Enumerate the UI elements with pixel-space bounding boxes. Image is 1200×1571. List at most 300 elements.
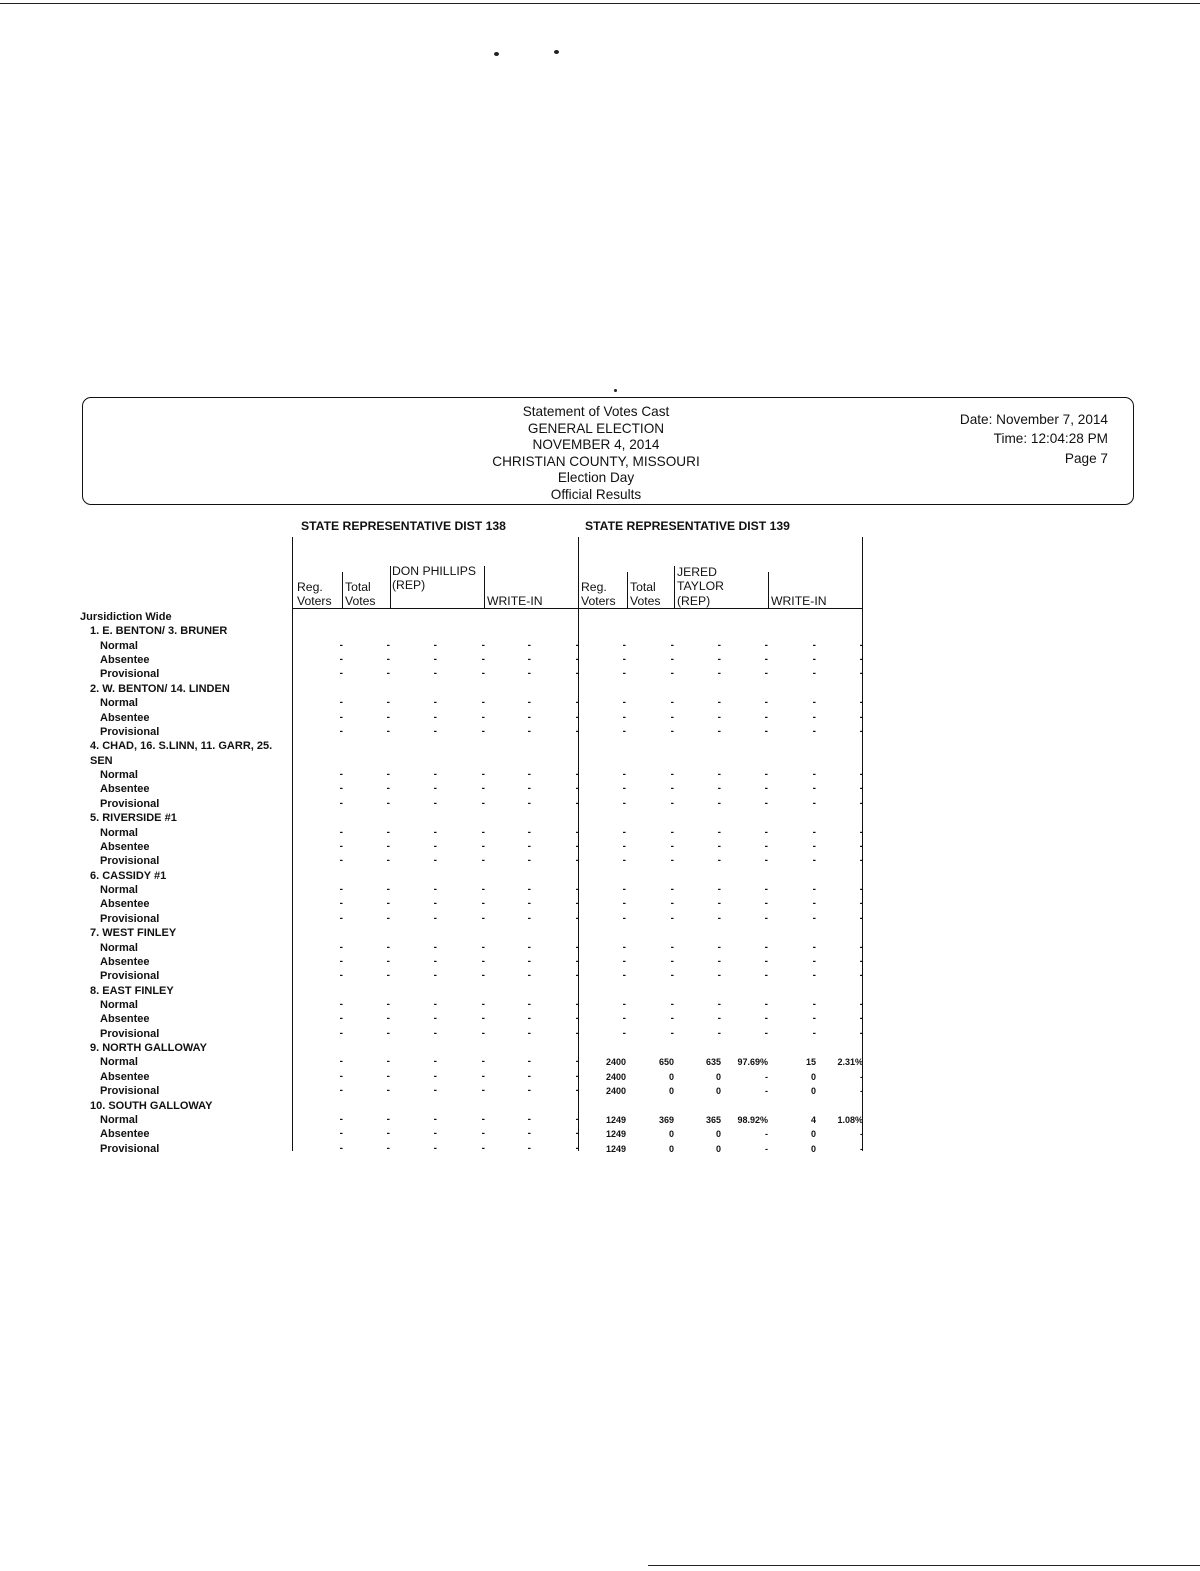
cell-dist-138: - <box>433 970 437 982</box>
cell-dist-138: - <box>339 970 343 982</box>
cell-dist-138: - <box>527 912 531 924</box>
cell-dist-138: - <box>386 797 390 809</box>
cell-dist-139: 650 <box>658 1057 674 1068</box>
cell-dist-139: - <box>859 1013 863 1025</box>
cell-dist-138: - <box>527 855 531 867</box>
cell-dist-139: - <box>717 1013 721 1025</box>
cell-dist-138: - <box>575 955 579 967</box>
cell-dist-138: - <box>481 941 485 953</box>
cell-dist-139: 15 <box>805 1057 816 1068</box>
cell-dist-139: - <box>670 998 674 1010</box>
cell-dist-139: 0 <box>715 1129 721 1140</box>
cell-dist-139: - <box>622 855 626 867</box>
cell-dist-138: - <box>481 783 485 795</box>
cell-dist-139: - <box>764 941 768 953</box>
cell-dist-138: - <box>433 1128 437 1140</box>
cell-dist-139: - <box>670 769 674 781</box>
cell-dist-139: 2400 <box>605 1057 626 1068</box>
cell-dist-138: - <box>339 941 343 953</box>
cell-dist-139: - <box>670 898 674 910</box>
cell-dist-138: - <box>433 668 437 680</box>
cell-dist-139: - <box>622 711 626 723</box>
cell-dist-139: - <box>622 970 626 982</box>
cell-dist-138: - <box>575 855 579 867</box>
cell-dist-138: - <box>339 783 343 795</box>
cell-dist-139: - <box>859 855 863 867</box>
cell-dist-138: - <box>575 783 579 795</box>
cell-dist-139: - <box>812 797 816 809</box>
contest-title-dist-138: STATE REPRESENTATIVE DIST 138 <box>301 519 506 533</box>
cell-dist-138: - <box>386 1056 390 1068</box>
cell-dist-139: - <box>764 1027 768 1039</box>
cell-dist-139: - <box>622 797 626 809</box>
row-label-vote-type: Absentee <box>100 1070 150 1083</box>
cell-dist-138: - <box>386 1128 390 1140</box>
cell-dist-138: - <box>433 884 437 896</box>
cell-dist-139: - <box>717 998 721 1010</box>
cell-dist-138: - <box>527 898 531 910</box>
cell-dist-139: - <box>859 955 863 967</box>
cell-dist-138: - <box>433 840 437 852</box>
col-reg-voters-138: Reg. Voters <box>297 580 332 609</box>
cell-dist-139: - <box>764 783 768 795</box>
row-label-vote-type: Absentee <box>100 783 150 796</box>
cell-dist-138: - <box>386 998 390 1010</box>
cell-dist-138: - <box>481 711 485 723</box>
cell-dist-138: - <box>481 826 485 838</box>
cell-dist-139: - <box>765 1129 768 1140</box>
cell-dist-139: - <box>859 941 863 953</box>
cell-dist-138: - <box>575 1056 579 1068</box>
cell-dist-138: - <box>386 1070 390 1082</box>
cell-dist-139: - <box>812 898 816 910</box>
cell-dist-139: - <box>765 1071 768 1082</box>
row-label-precinct: 10. SOUTH GALLOWAY <box>90 1099 213 1112</box>
cell-dist-139: - <box>622 840 626 852</box>
election-name: GENERAL ELECTION <box>527 420 665 436</box>
cell-dist-139: - <box>622 639 626 651</box>
cell-dist-138: - <box>386 855 390 867</box>
cell-dist-139: - <box>717 654 721 666</box>
cell-dist-139: 97.69% <box>737 1057 768 1068</box>
cell-dist-138: - <box>527 1070 531 1082</box>
cell-dist-139: - <box>764 769 768 781</box>
row-label-precinct: 4. CHAD, 16. S.LINN, 11. GARR, 25. <box>90 740 273 753</box>
row-label-precinct: 6. CASSIDY #1 <box>90 869 167 882</box>
cell-dist-138: - <box>481 1085 485 1097</box>
cell-dist-139: - <box>764 697 768 709</box>
cell-dist-138: - <box>433 955 437 967</box>
cell-dist-139: - <box>764 998 768 1010</box>
cell-dist-139: - <box>860 1071 863 1082</box>
cell-dist-139: - <box>670 725 674 737</box>
col-tick <box>627 572 628 608</box>
cell-dist-139: - <box>812 970 816 982</box>
cell-dist-138: - <box>481 955 485 967</box>
cell-dist-139: - <box>812 639 816 651</box>
cell-dist-139: - <box>717 955 721 967</box>
cell-dist-138: - <box>433 1013 437 1025</box>
cell-dist-139: - <box>717 797 721 809</box>
cell-dist-138: - <box>386 697 390 709</box>
cell-dist-138: - <box>575 654 579 666</box>
cell-dist-139: - <box>764 955 768 967</box>
cell-dist-138: - <box>481 654 485 666</box>
cell-dist-139: - <box>717 898 721 910</box>
row-label-precinct: 1. E. BENTON/ 3. BRUNER <box>90 625 228 638</box>
cell-dist-139: 0 <box>810 1143 816 1154</box>
cell-dist-139: - <box>764 898 768 910</box>
cell-dist-138: - <box>433 1027 437 1039</box>
cell-dist-138: - <box>575 769 579 781</box>
cell-dist-138: - <box>527 783 531 795</box>
cell-dist-139: - <box>670 797 674 809</box>
cell-dist-139: - <box>717 912 721 924</box>
col-writein-139: WRITE-IN <box>771 594 827 608</box>
cell-dist-139: - <box>860 1086 863 1097</box>
cell-dist-138: - <box>481 998 485 1010</box>
cell-dist-138: - <box>433 1056 437 1068</box>
cell-dist-138: - <box>481 668 485 680</box>
cell-dist-139: - <box>670 826 674 838</box>
cell-dist-138: - <box>527 1013 531 1025</box>
cell-dist-139: - <box>670 840 674 852</box>
cell-dist-139: 369 <box>658 1114 674 1125</box>
cell-dist-139: 2400 <box>605 1086 626 1097</box>
cell-dist-139: - <box>859 797 863 809</box>
cell-dist-138: - <box>433 697 437 709</box>
cell-dist-138: - <box>481 840 485 852</box>
cell-dist-138: - <box>339 1056 343 1068</box>
cell-dist-139: - <box>670 639 674 651</box>
cell-dist-138: - <box>386 898 390 910</box>
cell-dist-139: - <box>764 855 768 867</box>
cell-dist-138: - <box>339 855 343 867</box>
cell-dist-138: - <box>386 769 390 781</box>
row-label-precinct: 2. W. BENTON/ 14. LINDEN <box>90 682 230 695</box>
cell-dist-139: - <box>812 826 816 838</box>
col-total-votes-138: Total Votes <box>345 580 376 609</box>
cell-dist-138: - <box>386 639 390 651</box>
report-title: Statement of Votes Cast <box>522 404 670 419</box>
row-label-vote-type: Provisional <box>100 1027 160 1040</box>
cell-dist-139: - <box>670 668 674 680</box>
cell-dist-138: - <box>527 1027 531 1039</box>
cell-dist-139: 2400 <box>605 1071 626 1082</box>
cell-dist-139: - <box>812 654 816 666</box>
row-label-vote-type: Provisional <box>100 970 160 983</box>
cell-dist-139: - <box>812 840 816 852</box>
cell-dist-138: - <box>481 639 485 651</box>
cell-dist-138: - <box>481 912 485 924</box>
row-label-precinct: SEN <box>90 754 113 767</box>
cell-dist-139: - <box>859 1027 863 1039</box>
cell-dist-138: - <box>527 725 531 737</box>
cell-dist-138: - <box>481 1142 485 1154</box>
cell-dist-138: - <box>339 769 343 781</box>
row-label-precinct: 7. WEST FINLEY <box>90 927 177 940</box>
col-candidate-jered-taylor: JERED TAYLOR (REP) <box>677 565 724 608</box>
cell-dist-139: - <box>717 884 721 896</box>
cell-dist-139: - <box>622 884 626 896</box>
cell-dist-138: - <box>575 840 579 852</box>
cell-dist-138: - <box>527 1085 531 1097</box>
cell-dist-138: - <box>339 1113 343 1125</box>
cell-dist-139: - <box>670 1027 674 1039</box>
cell-dist-139: - <box>670 697 674 709</box>
cell-dist-138: - <box>527 955 531 967</box>
cell-dist-138: - <box>527 668 531 680</box>
cell-dist-139: - <box>859 912 863 924</box>
cell-dist-138: - <box>527 1142 531 1154</box>
cell-dist-138: - <box>433 725 437 737</box>
report-time: Time: 12:04:28 PM <box>993 431 1108 447</box>
cell-dist-138: - <box>575 668 579 680</box>
cell-dist-138: - <box>433 855 437 867</box>
row-label-vote-type: Normal <box>100 1056 138 1069</box>
cell-dist-139: - <box>717 941 721 953</box>
cell-dist-139: - <box>622 955 626 967</box>
cell-dist-138: - <box>481 1070 485 1082</box>
row-label-vote-type: Normal <box>100 769 138 782</box>
cell-dist-139: - <box>859 697 863 709</box>
cell-dist-139: - <box>812 783 816 795</box>
election-date: NOVEMBER 4, 2014 <box>532 437 660 453</box>
cell-dist-138: - <box>339 826 343 838</box>
cell-dist-139: - <box>622 654 626 666</box>
cell-dist-138: - <box>527 711 531 723</box>
cell-dist-139: - <box>717 668 721 680</box>
cell-dist-138: - <box>527 884 531 896</box>
cell-dist-138: - <box>481 1027 485 1039</box>
cell-dist-138: - <box>386 711 390 723</box>
scan-speck <box>494 52 499 56</box>
cell-dist-139: - <box>622 1027 626 1039</box>
row-label-jurisdiction: Jursidiction Wide <box>80 611 172 623</box>
cell-dist-139: 1249 <box>605 1143 626 1154</box>
row-label-vote-type: Normal <box>100 884 138 897</box>
cell-dist-139: - <box>812 884 816 896</box>
cell-dist-139: - <box>764 654 768 666</box>
row-label-vote-type: Provisional <box>100 668 160 681</box>
cell-dist-139: - <box>764 725 768 737</box>
cell-dist-138: - <box>527 1128 531 1140</box>
cell-dist-139: - <box>622 668 626 680</box>
cell-dist-138: - <box>575 797 579 809</box>
cell-dist-139: - <box>765 1086 768 1097</box>
cell-dist-138: - <box>575 941 579 953</box>
cell-dist-138: - <box>339 1128 343 1140</box>
cell-dist-138: - <box>386 970 390 982</box>
cell-dist-138: - <box>339 797 343 809</box>
cell-dist-138: - <box>433 711 437 723</box>
cell-dist-139: - <box>622 941 626 953</box>
cell-dist-139: 365 <box>705 1114 721 1125</box>
cell-dist-139: - <box>859 769 863 781</box>
col-writein-138: WRITE-IN <box>487 594 543 608</box>
cell-dist-139: - <box>717 711 721 723</box>
cell-dist-138: - <box>433 769 437 781</box>
cell-dist-139: - <box>812 725 816 737</box>
cell-dist-139: 0 <box>810 1129 816 1140</box>
cell-dist-139: 4 <box>810 1114 816 1125</box>
cell-dist-138: - <box>527 970 531 982</box>
cell-dist-138: - <box>481 1056 485 1068</box>
cell-dist-139: - <box>670 855 674 867</box>
cell-dist-139: - <box>764 912 768 924</box>
row-label-vote-type: Provisional <box>100 1142 160 1155</box>
cell-dist-138: - <box>386 912 390 924</box>
cell-dist-138: - <box>527 639 531 651</box>
scan-top-border <box>0 3 1200 4</box>
cell-dist-138: - <box>481 1128 485 1140</box>
cell-dist-139: - <box>764 884 768 896</box>
cell-dist-138: - <box>433 783 437 795</box>
cell-dist-139: - <box>859 884 863 896</box>
cell-dist-139: 1.08% <box>837 1114 863 1125</box>
scan-speck <box>554 50 559 54</box>
cell-dist-138: - <box>575 1128 579 1140</box>
result-status: Official Results <box>550 486 642 502</box>
cell-dist-139: - <box>764 711 768 723</box>
row-label-vote-type: Normal <box>100 639 138 652</box>
row-label-precinct: 8. EAST FINLEY <box>90 984 174 997</box>
cell-dist-139: - <box>717 855 721 867</box>
cell-dist-138: - <box>433 998 437 1010</box>
cell-dist-139: - <box>764 797 768 809</box>
cell-dist-139: - <box>764 639 768 651</box>
row-label-vote-type: Normal <box>100 941 138 954</box>
cell-dist-138: - <box>386 1113 390 1125</box>
cell-dist-138: - <box>575 697 579 709</box>
cell-dist-139: - <box>717 769 721 781</box>
cell-dist-139: 0 <box>668 1071 674 1082</box>
cell-dist-139: - <box>812 769 816 781</box>
cell-dist-138: - <box>386 668 390 680</box>
cell-dist-138: - <box>575 1070 579 1082</box>
contest-title-dist-139: STATE REPRESENTATIVE DIST 139 <box>585 519 790 533</box>
cell-dist-139: 0 <box>810 1071 816 1082</box>
row-label-vote-type: Normal <box>100 826 138 839</box>
cell-dist-139: - <box>812 912 816 924</box>
county-name: CHRISTIAN COUNTY, MISSOURI <box>492 453 700 469</box>
cell-dist-139: - <box>670 884 674 896</box>
cell-dist-138: - <box>527 769 531 781</box>
cell-dist-139: - <box>622 898 626 910</box>
cell-dist-139: - <box>764 970 768 982</box>
cell-dist-139: - <box>717 840 721 852</box>
cell-dist-139: - <box>670 783 674 795</box>
cell-dist-139: - <box>622 998 626 1010</box>
cell-dist-138: - <box>339 697 343 709</box>
cell-dist-138: - <box>575 1027 579 1039</box>
cell-dist-138: - <box>339 912 343 924</box>
cell-dist-139: 0 <box>715 1143 721 1154</box>
cell-dist-139: - <box>859 840 863 852</box>
cell-dist-139: 0 <box>668 1143 674 1154</box>
cell-dist-138: - <box>481 797 485 809</box>
cell-dist-138: - <box>481 725 485 737</box>
cell-dist-139: - <box>812 955 816 967</box>
vote-type: Election Day <box>557 470 635 486</box>
cell-dist-138: - <box>339 725 343 737</box>
row-label-vote-type: Absentee <box>100 840 150 853</box>
cell-dist-139: 1249 <box>605 1129 626 1140</box>
cell-dist-139: - <box>670 1013 674 1025</box>
cell-dist-139: - <box>622 725 626 737</box>
page-number: Page 7 <box>1064 450 1108 466</box>
cell-dist-138: - <box>433 1142 437 1154</box>
cell-dist-138: - <box>575 639 579 651</box>
cell-dist-138: - <box>433 1113 437 1125</box>
cell-dist-139: - <box>812 1027 816 1039</box>
cell-dist-138: - <box>339 668 343 680</box>
cell-dist-138: - <box>575 1013 579 1025</box>
row-label-vote-type: Provisional <box>100 725 160 738</box>
row-label-vote-type: Normal <box>100 697 138 710</box>
cell-dist-139: - <box>717 783 721 795</box>
cell-dist-139: - <box>859 998 863 1010</box>
cell-dist-139: - <box>764 668 768 680</box>
cell-dist-138: - <box>527 826 531 838</box>
cell-dist-138: - <box>527 1056 531 1068</box>
cell-dist-138: - <box>386 941 390 953</box>
cell-dist-138: - <box>433 1070 437 1082</box>
cell-dist-138: - <box>527 1113 531 1125</box>
cell-dist-138: - <box>481 697 485 709</box>
row-label-vote-type: Absentee <box>100 898 150 911</box>
row-label-vote-type: Absentee <box>100 654 150 667</box>
cell-dist-138: - <box>433 898 437 910</box>
cell-dist-138: - <box>481 970 485 982</box>
cell-dist-138: - <box>339 654 343 666</box>
col-tick <box>342 572 343 608</box>
cell-dist-138: - <box>339 840 343 852</box>
cell-dist-138: - <box>386 955 390 967</box>
cell-dist-139: - <box>812 1013 816 1025</box>
cell-dist-138: - <box>433 826 437 838</box>
cell-dist-139: - <box>859 970 863 982</box>
cell-dist-139: - <box>859 898 863 910</box>
cell-dist-139: 2.31% <box>837 1057 863 1068</box>
cell-dist-138: - <box>339 1142 343 1154</box>
cell-dist-139: - <box>622 769 626 781</box>
cell-dist-138: - <box>433 797 437 809</box>
cell-dist-139: - <box>717 1027 721 1039</box>
row-label-vote-type: Normal <box>100 1113 138 1126</box>
cell-dist-139: - <box>859 639 863 651</box>
cell-dist-138: - <box>575 725 579 737</box>
row-label-vote-type: Normal <box>100 998 138 1011</box>
cell-dist-138: - <box>575 970 579 982</box>
cell-dist-138: - <box>433 654 437 666</box>
cell-dist-139: - <box>812 697 816 709</box>
cell-dist-139: - <box>670 654 674 666</box>
cell-dist-139: - <box>622 697 626 709</box>
cell-dist-139: - <box>859 668 863 680</box>
row-label-precinct: 5. RIVERSIDE #1 <box>90 812 177 825</box>
cell-dist-139: - <box>859 725 863 737</box>
row-label-vote-type: Absentee <box>100 1013 150 1026</box>
cell-dist-138: - <box>339 884 343 896</box>
cell-dist-139: - <box>717 970 721 982</box>
col-total-votes-139: Total Votes <box>630 580 661 609</box>
cell-dist-139: - <box>670 711 674 723</box>
report-meta <box>880 410 1108 468</box>
cell-dist-138: - <box>575 998 579 1010</box>
row-label-precinct: 9. NORTH GALLOWAY <box>90 1042 207 1055</box>
cell-dist-139: 98.92% <box>737 1114 768 1125</box>
